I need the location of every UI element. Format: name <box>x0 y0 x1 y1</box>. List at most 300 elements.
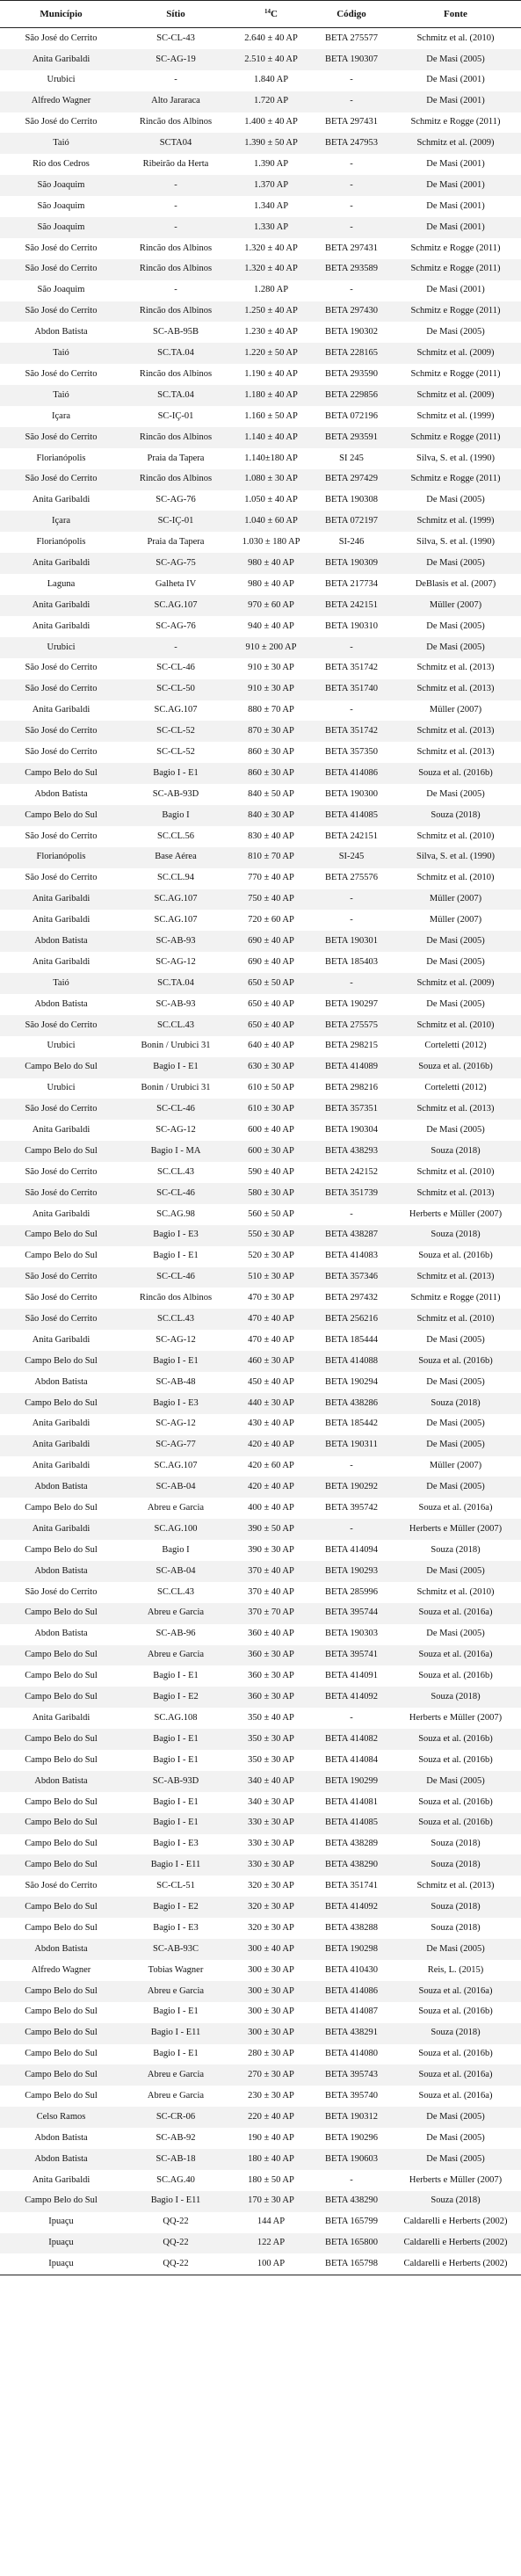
table-row <box>0 658 521 679</box>
sitio-cell: SC.CL.43 <box>156 1586 194 1597</box>
codigo-cell: BETA 275577 <box>324 33 379 43</box>
table-row <box>0 700 521 722</box>
c14-date-cell: 650 ± 40 AP <box>229 1015 313 1036</box>
municipio-cell: Anita Garibaldi <box>32 956 90 967</box>
sitio-cell: SC-CL-52 <box>156 746 195 757</box>
codigo-cell: BETA 190292 <box>313 1477 390 1498</box>
c14-date-cell: 220 ± 40 AP <box>229 2107 313 2128</box>
sitio-cell: SC-AB-04 <box>122 1561 229 1582</box>
codigo-cell: BETA 285996 <box>324 1586 379 1597</box>
table-row <box>0 2128 521 2149</box>
table-row <box>0 133 521 154</box>
table-row <box>0 1834 521 1855</box>
c14-date-cell: 330 ± 30 AP <box>248 1839 294 1849</box>
fonte-cell: De Masi (2005) <box>426 1629 485 1639</box>
fonte-cell: De Masi (2005) <box>426 956 485 967</box>
table-row <box>0 1603 521 1624</box>
fonte-cell: Schmitz e Rogge (2011) <box>410 368 501 379</box>
sitio-cell: SC.AG.107 <box>154 1461 198 1471</box>
municipio-cell: Celso Ramos <box>0 2107 122 2128</box>
codigo-cell: BETA 242151 <box>313 595 390 616</box>
sitio-cell: - <box>174 75 177 85</box>
sitio-cell: SC-CL-46 <box>156 663 195 673</box>
fonte-cell: Souza et al. (2016a) <box>390 1603 521 1624</box>
table-row <box>0 679 521 700</box>
fonte-cell: Schmitz et al. (2009) <box>390 343 521 364</box>
table-row <box>0 1435 521 1456</box>
table-row <box>0 1267 521 1288</box>
table-row <box>0 1246 521 1267</box>
table-row <box>0 427 521 448</box>
fonte-cell: De Masi (2001) <box>426 75 485 85</box>
sitio-cell: SC-AG-12 <box>156 1419 196 1429</box>
c14-date-cell: 1.180 ± 40 AP <box>229 385 313 406</box>
c14-date-cell: 440 ± 30 AP <box>229 1393 313 1414</box>
sitio-cell: SC-AB-93 <box>122 931 229 952</box>
municipio-cell: Abdon Batista <box>34 1376 88 1387</box>
c14-date-cell: 330 ± 30 AP <box>229 1813 313 1834</box>
municipio-cell: Anita Garibaldi <box>32 705 90 715</box>
table-row <box>0 238 521 259</box>
codigo-cell: BETA 256216 <box>313 1309 390 1330</box>
table-row <box>0 1414 521 1435</box>
table-row <box>0 1918 521 1939</box>
municipio-cell: Anita Garibaldi <box>0 595 122 616</box>
codigo-cell: - <box>350 285 353 295</box>
fonte-cell: De Masi (2005) <box>426 327 485 337</box>
municipio-cell: São José do Cerrito <box>0 1267 122 1288</box>
municipio-cell: Campo Belo do Sul <box>0 1225 122 1246</box>
c14-date-cell: 430 ± 40 AP <box>248 1419 294 1429</box>
municipio-cell: Florianópolis <box>0 847 122 868</box>
sitio-cell: Bagio I - E1 <box>122 1351 229 1372</box>
sitio-cell: SC-CL-43 <box>156 33 195 43</box>
sitio-cell: Rincão dos Albinos <box>139 368 213 379</box>
c14-date-cell: 1.080 ± 30 AP <box>229 469 313 490</box>
municipio-cell: Ipuaçu <box>48 2217 74 2227</box>
codigo-cell: - <box>313 175 390 196</box>
municipio-cell: Campo Belo do Sul <box>0 1393 122 1414</box>
c14-date-cell: 980 ± 40 AP <box>229 553 313 574</box>
c14-date-cell: 750 ± 40 AP <box>229 889 313 911</box>
header-codigo: Código <box>313 1 390 28</box>
sitio-cell: SC.TA.04 <box>122 385 229 406</box>
municipio-cell: Anita Garibaldi <box>32 1712 90 1723</box>
table-row <box>0 1351 521 1372</box>
sitio-cell: SC.CL.56 <box>156 831 194 841</box>
sitio-cell: SC.AG.107 <box>122 889 229 911</box>
c14-date-cell: 1.280 AP <box>253 285 289 295</box>
sitio-cell: Bagio I - E1 <box>153 1754 199 1765</box>
sitio-cell: SC.TA.04 <box>122 973 229 994</box>
codigo-cell: BETA 414092 <box>313 1897 390 1918</box>
codigo-cell: BETA 414091 <box>324 1671 379 1681</box>
municipio-cell: Urubici <box>47 1041 76 1051</box>
municipio-cell: Campo Belo do Sul <box>0 1645 122 1666</box>
municipio-cell: São Joaquim <box>37 285 85 295</box>
municipio-cell: Abdon Batista <box>0 2149 122 2170</box>
municipio-cell: Abdon Batista <box>34 327 88 337</box>
c14-date-cell: 910 ± 30 AP <box>248 663 294 673</box>
sitio-cell: Bagio I - E3 <box>153 1922 199 1933</box>
table-header <box>0 1 521 28</box>
codigo-cell: SI-246 <box>338 537 365 548</box>
fonte-cell: Souza (2018) <box>390 1141 521 1162</box>
fonte-cell: De Masi (2001) <box>426 200 485 211</box>
fonte-cell: Souza et al. (2016b) <box>418 1754 493 1765</box>
c14-date-cell: 300 ± 30 AP <box>229 2023 313 2044</box>
municipio-cell: Rio dos Cedros <box>33 159 90 170</box>
municipio-cell: Abdon Batista <box>34 788 88 799</box>
sitio-cell: - <box>174 200 177 211</box>
table-row <box>0 910 521 931</box>
c14-date-cell: 470 ± 40 AP <box>229 1309 313 1330</box>
c14-date-cell: 1.400 ± 40 AP <box>244 117 298 127</box>
sitio-cell: SC-AG-12 <box>156 956 196 967</box>
codigo-cell: BETA 414085 <box>313 1813 390 1834</box>
table-row <box>0 595 521 616</box>
table-row <box>0 2086 521 2107</box>
c14-date-cell: 320 ± 30 AP <box>229 1897 313 1918</box>
table-row <box>0 847 521 868</box>
codigo-cell: BETA 438288 <box>324 1922 379 1933</box>
codigo-cell: BETA 351742 <box>313 721 390 742</box>
codigo-cell: BETA 190296 <box>324 2132 379 2143</box>
c14-date-cell: 360 ± 40 AP <box>248 1629 294 1639</box>
c14-date-cell: 180 ± 50 AP <box>248 2174 294 2185</box>
codigo-cell: BETA 190312 <box>313 2107 390 2128</box>
codigo-cell: BETA 165799 <box>324 2217 379 2227</box>
fonte-cell: De Masi (2005) <box>390 2149 521 2170</box>
sitio-cell: SC-CR-06 <box>122 2107 229 2128</box>
codigo-cell: BETA 414092 <box>313 1687 390 1708</box>
fonte-cell: Schmitz et al. (2013) <box>390 1099 521 1120</box>
fonte-cell: Souza et al. (2016b) <box>418 1796 493 1807</box>
table-row <box>0 1561 521 1582</box>
codigo-cell: BETA 297431 <box>324 117 379 127</box>
c14-date-cell: 300 ± 40 AP <box>229 1939 313 1960</box>
municipio-cell: Anita Garibaldi <box>32 620 90 631</box>
sitio-cell: Bagio I - E3 <box>122 1225 229 1246</box>
sitio-cell: SC-AB-95B <box>153 327 199 337</box>
table-row <box>0 1057 521 1078</box>
c14-date-cell: 860 ± 30 AP <box>248 746 294 757</box>
fonte-cell: Souza et al. (2016a) <box>390 1981 521 2002</box>
table-row <box>0 2044 521 2065</box>
c14-date-cell: 1.330 AP <box>229 217 313 238</box>
sitio-cell: Bagio I - E11 <box>122 2023 229 2044</box>
fonte-cell: Souza et al. (2016b) <box>418 2049 493 2059</box>
c14-date-cell: 610 ± 50 AP <box>248 1083 294 1093</box>
fonte-cell: Schmitz e Rogge (2011) <box>390 259 521 280</box>
codigo-cell: - <box>313 217 390 238</box>
c14-date-cell: 650 ± 40 AP <box>248 998 294 1009</box>
municipio-cell: Anita Garibaldi <box>32 915 90 925</box>
municipio-cell: Anita Garibaldi <box>0 49 122 70</box>
table-row <box>0 889 521 911</box>
sitio-cell: Bagio I - E1 <box>153 1796 199 1807</box>
fonte-cell: Schmitz e Rogge (2011) <box>390 301 521 323</box>
table-row <box>0 1204 521 1225</box>
codigo-cell: - <box>350 1208 353 1219</box>
municipio-cell: Campo Belo do Sul <box>25 1839 98 1849</box>
sitio-cell: SC.CL.94 <box>156 873 194 883</box>
fonte-cell: Müller (2007) <box>429 705 482 715</box>
table-row <box>0 1162 521 1183</box>
c14-date-cell: 460 ± 30 AP <box>229 1351 313 1372</box>
fonte-cell: Souza et al. (2016b) <box>390 1351 521 1372</box>
c14-date-cell: 180 ± 40 AP <box>229 2149 313 2170</box>
fonte-cell: Souza et al. (2016b) <box>418 1251 493 1261</box>
sitio-cell: Galheta IV <box>155 578 197 589</box>
sitio-cell: Bagio I <box>122 805 229 826</box>
codigo-cell: BETA 351740 <box>313 679 390 700</box>
fonte-cell: Schmitz et al. (2010) <box>416 1166 495 1177</box>
municipio-cell: São José do Cerrito <box>0 469 122 490</box>
municipio-cell: Anita Garibaldi <box>32 1334 90 1345</box>
municipio-cell: Campo Belo do Sul <box>0 1687 122 1708</box>
municipio-cell: Campo Belo do Sul <box>25 1754 98 1765</box>
sitio-cell: SC.AG.107 <box>154 705 198 715</box>
codigo-cell: BETA 438291 <box>313 2023 390 2044</box>
municipio-cell: São José do Cerrito <box>25 368 98 379</box>
fonte-cell: De Masi (2005) <box>426 1334 485 1345</box>
fonte-cell: De Masi (2005) <box>426 1419 485 1429</box>
c14-date-cell: 1.220 ± 50 AP <box>229 343 313 364</box>
c14-date-cell: 510 ± 30 AP <box>229 1267 313 1288</box>
codigo-cell: BETA 351741 <box>324 1881 379 1891</box>
c14-date-cell: 1.250 ± 40 AP <box>229 301 313 323</box>
municipio-cell: Anita Garibaldi <box>32 495 90 505</box>
table-row <box>0 616 521 637</box>
fonte-cell: Souza (2018) <box>431 1839 481 1849</box>
municipio-cell: Florianópolis <box>36 537 86 548</box>
codigo-cell: - <box>313 973 390 994</box>
table-row <box>0 1519 521 1540</box>
c14-date-cell: 330 ± 30 AP <box>229 1854 313 1876</box>
c14-date-cell: 870 ± 30 AP <box>229 721 313 742</box>
sitio-cell: SC-AB-93D <box>152 788 199 799</box>
fonte-cell: Souza (2018) <box>390 1897 521 1918</box>
sitio-cell: SC-CL-50 <box>122 679 229 700</box>
header-municipio: Município <box>0 1 122 28</box>
fonte-cell: Schmitz e Rogge (2011) <box>410 243 501 253</box>
header-c14 <box>229 1 313 28</box>
sitio-cell: - <box>122 637 229 658</box>
c14-date-cell: 230 ± 30 AP <box>248 2090 294 2101</box>
fonte-cell: De Masi (2001) <box>426 159 485 170</box>
municipio-cell: Abdon Batista <box>0 1561 122 1582</box>
sitio-cell: Bagio I - E1 <box>122 1813 229 1834</box>
c14-date-cell: 1.320 ± 40 AP <box>229 259 313 280</box>
codigo-cell: BETA 414084 <box>324 1754 379 1765</box>
municipio-cell: Urubici <box>47 1083 76 1093</box>
c14-date-cell: 650 ± 50 AP <box>229 973 313 994</box>
c14-date-cell: 560 ± 50 AP <box>248 1208 294 1219</box>
fonte-cell: Müller (2007) <box>390 889 521 911</box>
sitio-cell: SC-AB-18 <box>122 2149 229 2170</box>
codigo-cell: BETA 185444 <box>324 1334 379 1345</box>
municipio-cell: Anita Garibaldi <box>0 1435 122 1456</box>
table-row <box>0 2253 521 2275</box>
codigo-cell: - <box>350 915 353 925</box>
fonte-cell: Silva, S. et al. (1990) <box>416 537 495 548</box>
codigo-cell: BETA 357346 <box>313 1267 390 1288</box>
sitio-cell: SC-AB-93C <box>122 1939 229 1960</box>
sitio-cell: Bagio I - MA <box>122 1141 229 1162</box>
codigo-cell: BETA 185403 <box>324 956 379 967</box>
table-row <box>0 1288 521 1309</box>
sitio-cell: SC-AB-96 <box>156 1629 196 1639</box>
municipio-cell: Taió <box>0 973 122 994</box>
sitio-cell: - <box>122 175 229 196</box>
table-row <box>0 553 521 574</box>
table-row <box>0 2233 521 2254</box>
municipio-cell: Campo Belo do Sul <box>0 2023 122 2044</box>
c14-date-cell: 370 ± 40 AP <box>248 1586 294 1597</box>
fonte-cell: De Masi (2005) <box>426 998 485 1009</box>
c14-date-cell: 2.640 ± 40 AP <box>244 33 298 43</box>
fonte-cell: Souza (2018) <box>431 1922 481 1933</box>
sitio-cell: Bagio I <box>162 1544 190 1555</box>
fonte-cell: Reis, L. (2015) <box>427 1964 484 1975</box>
municipio-cell: Campo Belo do Sul <box>0 1603 122 1624</box>
municipio-cell: São José do Cerrito <box>0 301 122 323</box>
table-row <box>0 490 521 512</box>
codigo-cell: BETA 414094 <box>324 1544 379 1555</box>
municipio-cell: Abdon Batista <box>0 1771 122 1792</box>
sitio-cell: SC.AG.40 <box>156 2174 195 2185</box>
table-row <box>0 343 521 364</box>
table-row <box>0 2212 521 2233</box>
c14-date-cell: 720 ± 60 AP <box>248 915 294 925</box>
fonte-cell: De Masi (2005) <box>426 495 485 505</box>
c14-date-cell: 1.140 ± 40 AP <box>229 427 313 448</box>
fonte-cell: Souza (2018) <box>431 1544 481 1555</box>
table-row <box>0 1876 521 1897</box>
fonte-cell: Herberts e Müller (2007) <box>409 2174 503 2185</box>
fonte-cell: Souza et al. (2016a) <box>390 1645 521 1666</box>
codigo-cell: BETA 414089 <box>313 1057 390 1078</box>
c14-date-cell: 550 ± 30 AP <box>229 1225 313 1246</box>
fonte-cell: De Masi (2005) <box>426 2132 485 2143</box>
codigo-cell: BETA 190294 <box>324 1376 379 1387</box>
fonte-cell: Corteletti (2012) <box>424 1041 487 1051</box>
c14-date-cell: 470 ± 40 AP <box>248 1334 294 1345</box>
codigo-cell: BETA 395743 <box>313 2064 390 2086</box>
c14-date-cell: 320 ± 30 AP <box>248 1881 294 1891</box>
municipio-cell: Anita Garibaldi <box>32 1419 90 1429</box>
table-row <box>0 2064 521 2086</box>
codigo-cell: BETA 414087 <box>324 2006 379 2017</box>
c14-date-cell: 370 ± 40 AP <box>229 1561 313 1582</box>
sitio-cell: Bonin / Urubici 31 <box>141 1083 211 1093</box>
codigo-cell: BETA 414083 <box>324 1251 379 1261</box>
fonte-cell: Souza (2018) <box>390 1225 521 1246</box>
fonte-cell: Schmitz et al. (2009) <box>390 385 521 406</box>
c14-date-cell: 610 ± 30 AP <box>229 1099 313 1120</box>
codigo-cell: BETA 438290 <box>313 2191 390 2212</box>
codigo-cell: BETA 165800 <box>313 2233 390 2254</box>
c14-date-cell: 280 ± 30 AP <box>248 2049 294 2059</box>
municipio-cell: Campo Belo do Sul <box>0 1729 122 1750</box>
c14-date-cell: 340 ± 30 AP <box>248 1796 294 1807</box>
municipio-cell: Anita Garibaldi <box>32 1125 90 1135</box>
table-row <box>0 2023 521 2044</box>
sitio-cell: QQ-22 <box>122 2233 229 2254</box>
table-row <box>0 973 521 994</box>
table-row <box>0 931 521 952</box>
municipio-cell: Campo Belo do Sul <box>25 1544 98 1555</box>
c14-date-cell: 1.030 ± 180 AP <box>242 537 300 548</box>
sitio-cell: Abreu e Garcia <box>122 1645 229 1666</box>
sitio-cell: SC.TA.04 <box>122 343 229 364</box>
codigo-cell: BETA 293589 <box>313 259 390 280</box>
table-row <box>0 1624 521 1645</box>
table-row <box>0 1813 521 1834</box>
fonte-cell: Caldarelli e Herberts (2002) <box>403 2217 508 2227</box>
municipio-cell: São José do Cerrito <box>25 831 98 841</box>
sitio-cell: Rincão dos Albinos <box>122 301 229 323</box>
fonte-cell: Schmitz e Rogge (2011) <box>390 469 521 490</box>
table-row <box>0 1854 521 1876</box>
municipio-cell: São José do Cerrito <box>25 243 98 253</box>
fonte-cell: Müller (2007) <box>429 1461 482 1471</box>
c14-date-cell: 830 ± 40 AP <box>248 831 294 841</box>
c14-date-cell: 1.190 ± 40 AP <box>244 368 298 379</box>
sitio-cell: QQ-22 <box>122 2253 229 2275</box>
codigo-cell: BETA 293591 <box>313 427 390 448</box>
sitio-cell: SC-IÇ-01 <box>122 511 229 532</box>
codigo-cell: BETA 297431 <box>324 243 379 253</box>
municipio-cell: São Joaquim <box>0 217 122 238</box>
c14-date-cell: 600 ± 30 AP <box>229 1141 313 1162</box>
fonte-cell: De Masi (2005) <box>390 1771 521 1792</box>
codigo-cell: BETA 190311 <box>313 1435 390 1456</box>
codigo-cell: SI 245 <box>339 453 364 463</box>
codigo-cell: BETA 190293 <box>313 1561 390 1582</box>
municipio-cell: Campo Belo do Sul <box>0 1813 122 1834</box>
c14-date-cell: 420 ± 40 AP <box>229 1477 313 1498</box>
municipio-cell: Campo Belo do Sul <box>0 763 122 784</box>
municipio-cell: Abdon Batista <box>34 2132 88 2143</box>
municipio-cell: Taió <box>0 343 122 364</box>
codigo-cell: BETA 228165 <box>313 343 390 364</box>
fonte-cell: Schmitz et al. (2010) <box>416 33 495 43</box>
codigo-cell: - <box>313 637 390 658</box>
fonte-cell: Müller (2007) <box>390 595 521 616</box>
fonte-cell: Schmitz et al. (2010) <box>416 873 495 883</box>
table-row <box>0 1477 521 1498</box>
sitio-cell: SC-CL-46 <box>122 1099 229 1120</box>
codigo-cell: - <box>350 705 353 715</box>
table-row <box>0 301 521 323</box>
sitio-cell: SC-IÇ-01 <box>157 410 194 421</box>
c14-date-cell: 1.840 AP <box>253 75 289 85</box>
table-row <box>0 1540 521 1561</box>
table-row <box>0 574 521 595</box>
c14-date-cell: 390 ± 50 AP <box>229 1519 313 1540</box>
codigo-cell: BETA 438287 <box>313 1225 390 1246</box>
sitio-cell: Abreu e Garcia <box>122 2064 229 2086</box>
c14-date-cell: 100 AP <box>229 2253 313 2275</box>
codigo-cell: BETA 190297 <box>324 998 379 1009</box>
codigo-cell: BETA 297432 <box>324 1293 379 1303</box>
fonte-cell: Schmitz e Rogge (2011) <box>410 1293 501 1303</box>
sitio-cell: Bagio I - E1 <box>122 1729 229 1750</box>
table-row <box>0 322 521 343</box>
codigo-cell: BETA 357350 <box>324 746 379 757</box>
